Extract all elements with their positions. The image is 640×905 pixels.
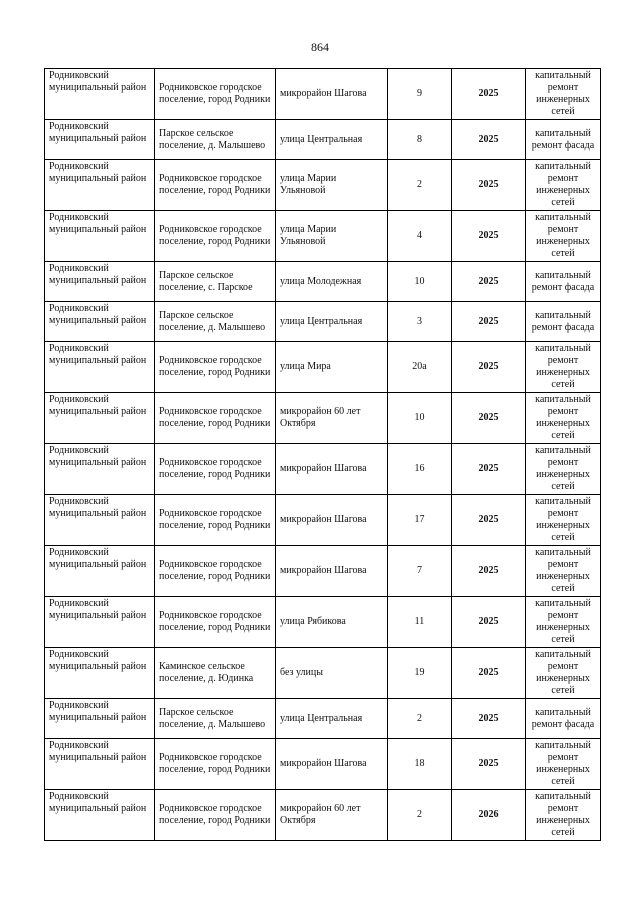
page-number: 864 — [311, 40, 329, 54]
settlement-cell: Родниковское городское поселение, город Родники — [155, 597, 276, 648]
settlement-cell: Парское сельское поселение, с. Парское — [155, 262, 276, 302]
house-number-cell: 10 — [388, 393, 452, 444]
settlement-cell: Родниковское городское поселение, город Родники — [155, 790, 276, 841]
house-number-cell: 2 — [388, 699, 452, 739]
work-type-cell: капитальный ремонт фасада — [526, 302, 601, 342]
table-row — [45, 739, 601, 790]
work-type-cell: капитальный ремонт инженерных сетей — [526, 546, 601, 597]
street-cell: улица Рябикова — [276, 597, 388, 648]
house-number-cell: 2 — [388, 790, 452, 841]
house-number-cell: 8 — [388, 120, 452, 160]
work-type-cell: капитальный ремонт фасада — [526, 699, 601, 739]
street-cell: улица Мира — [276, 342, 388, 393]
house-number-cell: 2 — [388, 160, 452, 211]
settlement-cell: Родниковское городское поселение, город Родники — [155, 69, 276, 120]
table-row — [45, 211, 601, 262]
house-number-cell: 19 — [388, 648, 452, 699]
table-row — [45, 160, 601, 211]
table-row — [45, 262, 601, 302]
settlement-cell: Родниковское городское поселение, город Родники — [155, 444, 276, 495]
street-cell: без улицы — [276, 648, 388, 699]
street-cell: микрорайон Шагова — [276, 546, 388, 597]
district-cell: Родниковский муниципальный район — [45, 262, 155, 302]
work-type-cell: капитальный ремонт инженерных сетей — [526, 444, 601, 495]
district-cell: Родниковский муниципальный район — [45, 648, 155, 699]
settlement-cell: Родниковское городское поселение, город Родники — [155, 546, 276, 597]
district-cell: Родниковский муниципальный район — [45, 444, 155, 495]
street-cell: улица Центральная — [276, 302, 388, 342]
house-number-cell: 16 — [388, 444, 452, 495]
house-number-cell: 17 — [388, 495, 452, 546]
year-cell: 2025 — [452, 546, 526, 597]
year-cell: 2025 — [452, 393, 526, 444]
house-number-cell: 9 — [388, 69, 452, 120]
housing-repair-table — [44, 68, 601, 841]
settlement-cell: Родниковское городское поселение, город Родники — [155, 495, 276, 546]
table-row — [45, 597, 601, 648]
year-cell: 2026 — [452, 790, 526, 841]
work-type-cell: капитальный ремонт инженерных сетей — [526, 393, 601, 444]
district-cell: Родниковский муниципальный район — [45, 120, 155, 160]
house-number-cell: 20а — [388, 342, 452, 393]
table-row — [45, 120, 601, 160]
settlement-cell: Каминское сельское поселение, д. Юдинка — [155, 648, 276, 699]
year-cell: 2025 — [452, 69, 526, 120]
district-cell: Родниковский муниципальный район — [45, 739, 155, 790]
street-cell: улица Марии Ульяновой — [276, 211, 388, 262]
work-type-cell: капитальный ремонт инженерных сетей — [526, 69, 601, 120]
street-cell: улица Марии Ульяновой — [276, 160, 388, 211]
table-row — [45, 393, 601, 444]
street-cell: микрорайон 60 лет Октября — [276, 393, 388, 444]
table-row — [45, 790, 601, 841]
house-number-cell: 10 — [388, 262, 452, 302]
district-cell: Родниковский муниципальный район — [45, 495, 155, 546]
district-cell: Родниковский муниципальный район — [45, 790, 155, 841]
street-cell: микрорайон Шагова — [276, 69, 388, 120]
work-type-cell: капитальный ремонт инженерных сетей — [526, 597, 601, 648]
settlement-cell: Парское сельское поселение, д. Малышево — [155, 302, 276, 342]
district-cell: Родниковский муниципальный район — [45, 699, 155, 739]
work-type-cell: капитальный ремонт инженерных сетей — [526, 342, 601, 393]
year-cell: 2025 — [452, 342, 526, 393]
table-row — [45, 699, 601, 739]
house-number-cell: 3 — [388, 302, 452, 342]
street-cell: микрорайон 60 лет Октября — [276, 790, 388, 841]
district-cell: Родниковский муниципальный район — [45, 160, 155, 211]
settlement-cell: Родниковское городское поселение, город Родники — [155, 342, 276, 393]
work-type-cell: капитальный ремонт инженерных сетей — [526, 790, 601, 841]
district-cell: Родниковский муниципальный район — [45, 211, 155, 262]
year-cell: 2025 — [452, 160, 526, 211]
table-row — [45, 648, 601, 699]
year-cell: 2025 — [452, 648, 526, 699]
table-row — [45, 302, 601, 342]
year-cell: 2025 — [452, 211, 526, 262]
year-cell: 2025 — [452, 739, 526, 790]
settlement-cell: Парское сельское поселение, д. Малышево — [155, 120, 276, 160]
year-cell: 2025 — [452, 699, 526, 739]
street-cell: микрорайон Шагова — [276, 444, 388, 495]
district-cell: Родниковский муниципальный район — [45, 546, 155, 597]
settlement-cell: Родниковское городское поселение, город Родники — [155, 211, 276, 262]
year-cell: 2025 — [452, 597, 526, 648]
work-type-cell: капитальный ремонт фасада — [526, 120, 601, 160]
settlement-cell: Парское сельское поселение, д. Малышево — [155, 699, 276, 739]
table-row — [45, 69, 601, 120]
year-cell: 2025 — [452, 444, 526, 495]
table-row — [45, 444, 601, 495]
district-cell: Родниковский муниципальный район — [45, 597, 155, 648]
work-type-cell: капитальный ремонт инженерных сетей — [526, 160, 601, 211]
settlement-cell: Родниковское городское поселение, город Родники — [155, 739, 276, 790]
table-row — [45, 342, 601, 393]
work-type-cell: капитальный ремонт инженерных сетей — [526, 739, 601, 790]
settlement-cell: Родниковское городское поселение, город Родники — [155, 393, 276, 444]
street-cell: улица Центральная — [276, 699, 388, 739]
house-number-cell: 7 — [388, 546, 452, 597]
street-cell: улица Молодежная — [276, 262, 388, 302]
street-cell: улица Центральная — [276, 120, 388, 160]
year-cell: 2025 — [452, 302, 526, 342]
house-number-cell: 18 — [388, 739, 452, 790]
year-cell: 2025 — [452, 495, 526, 546]
work-type-cell: капитальный ремонт фасада — [526, 262, 601, 302]
table-row — [45, 495, 601, 546]
street-cell: микрорайон Шагова — [276, 495, 388, 546]
work-type-cell: капитальный ремонт инженерных сетей — [526, 211, 601, 262]
house-number-cell: 4 — [388, 211, 452, 262]
district-cell: Родниковский муниципальный район — [45, 342, 155, 393]
year-cell: 2025 — [452, 120, 526, 160]
street-cell: микрорайон Шагова — [276, 739, 388, 790]
house-number-cell: 11 — [388, 597, 452, 648]
table-row — [45, 546, 601, 597]
settlement-cell: Родниковское городское поселение, город Родники — [155, 160, 276, 211]
district-cell: Родниковский муниципальный район — [45, 69, 155, 120]
district-cell: Родниковский муниципальный район — [45, 393, 155, 444]
district-cell: Родниковский муниципальный район — [45, 302, 155, 342]
work-type-cell: капитальный ремонт инженерных сетей — [526, 648, 601, 699]
year-cell: 2025 — [452, 262, 526, 302]
work-type-cell: капитальный ремонт инженерных сетей — [526, 495, 601, 546]
